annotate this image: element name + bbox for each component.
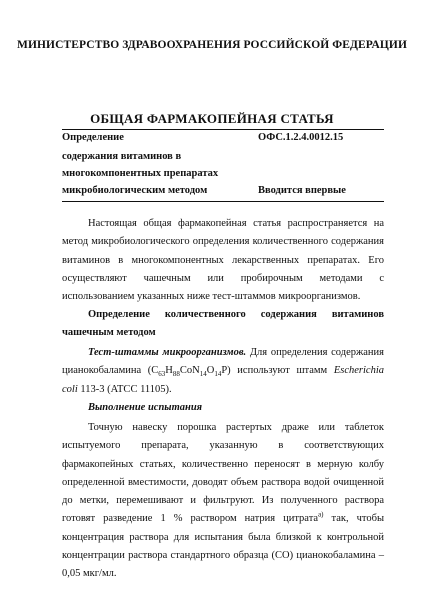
header-top-rule xyxy=(62,129,384,130)
header-bottom-rule xyxy=(62,201,384,202)
test-strains-label: Тест-штаммы микроорганизмов. xyxy=(88,347,247,358)
test-strains-paragraph: Тест-штаммы микроорганизмов. Для определения содержания цианокобаламина $(C_{63}H_{88}CoN_{14}O_{14}P)$ используют штамм Escherichia coli 113-3 (ATCC 11105). xyxy=(62,347,384,395)
ministry-title: МИНИСТЕРСТВО ЗДРАВООХРАНЕНИЯ РОССИЙСКОЙ ФЕДЕРАЦИИ xyxy=(16,39,407,51)
procedure-heading: Выполнение испытания xyxy=(88,402,203,413)
article-status: Вводится впервые xyxy=(258,185,346,196)
intro-paragraph: Настоящая общая фармакопейная статья распространяется на метод микробиологического определения количественного содержания витаминов в многокомпонентных лекарственных препаратах. Его осуществляют чашечным или пробирочным методами с использованием указанных ниже тест-штаммов микроорганизмов. xyxy=(62,218,384,303)
article-name-line-4: микробиологическим методом xyxy=(62,185,208,196)
procedure-paragraph: Точную навеску порошка растертых драже или таблеток испытуемого препарата, указанную в соответствующих фармакопейных статьях, количественно переносят в мерную колбу определенной вместимости, доводят объем раствора водой очищенной до метки, перемешивают и фильтруют. Из полученного раствора готовят разведение 1 % раствором натрия цитрата$^{а)}$ так, чтобы концентрация раствора для испытания была близкой к контрольной концентрации раствора стандартного образца (СО) цианокобаламина – 0,05 мкг/мл. xyxy=(62,422,385,580)
strain-id: 113-3 (ATCC 11105). xyxy=(77,383,172,395)
footnote-marker: а) xyxy=(318,510,324,519)
article-name-line-3: многокомпонентных препаратах xyxy=(62,168,219,179)
test-strains-text: Для определения содержания цианокобаламина ( xyxy=(62,347,384,377)
article-name-line-1: Определение xyxy=(62,132,124,143)
section-heading: Определение количественного содержания витаминов чашечным методом xyxy=(62,309,384,339)
article-type-title: ОБЩАЯ ФАРМАКОПЕЙНАЯ СТАТЬЯ xyxy=(90,111,334,126)
article-name-line-2: содержания витаминов в xyxy=(62,151,182,162)
chemical-formula: $C_{63}H_{88}CoN_{14}O_{14}P$) xyxy=(151,365,231,379)
organism-name: Escherichia coli xyxy=(62,365,384,395)
article-code: ОФС.1.2.4.0012.15 xyxy=(258,132,344,143)
